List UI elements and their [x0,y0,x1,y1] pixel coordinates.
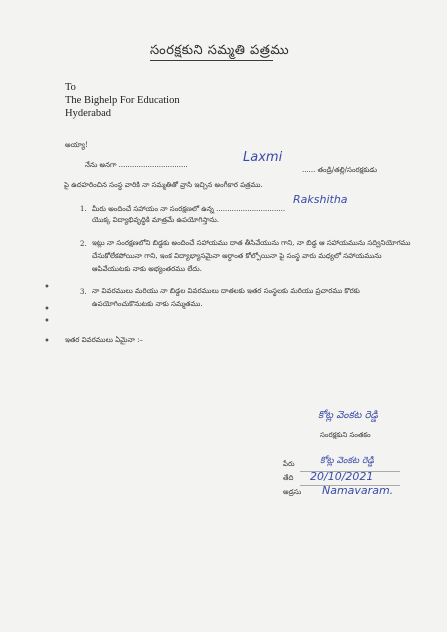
guardian-name-handwritten: Laxmi [243,150,283,165]
margin-mark: • [44,304,50,315]
margin-mark: • [44,316,50,327]
address-to: To [65,82,76,93]
address-org: The Bighelp For Education [65,95,180,106]
item-3-number: 3. [80,288,87,296]
field-address-label: అడ్రసు [283,488,302,496]
title-underline [150,60,273,61]
intro-line1-suffix: ...... తండ్రి/తల్లి/సంరక్షకుడు [302,166,377,174]
field-name-label: పేరు [283,460,295,468]
field-address-value: Namavaram. [322,484,394,497]
guardian-signature: కోట్ల వెంకట రెడ్డి [318,410,378,421]
student-name-handwritten: Rakshitha [293,193,348,206]
item-2-number: 2. [80,240,87,248]
field-date-label: తేది [283,474,294,482]
intro-line1-prefix: నేను అనగా ............................... [85,161,188,169]
item-1-number: 1. [80,205,87,213]
item-3-text: నా వివరములు మరియు నా బిడ్డల వివరములు దాతలకు ఇతర సంస్థలకు మరియు ప్రచారము కొరకు ఉపయోగించుకొనుటకు నాకు సమ్మతము. [92,287,360,308]
item-1-suffix: యొక్క విద్యాభివృద్ధికి మాత్రమే ఉపయోగిస్తాను. [92,216,220,224]
signature-caption: సంరక్షకుని సంతకం [320,431,371,439]
field-name-value: కోట్ల వెంకట రెడ్డి [320,456,374,466]
address-city: Hyderabad [65,108,112,119]
intro-line2: పై ఉదహరించిన సంస్థ వారికి నా సమ్మతితో వ్రాసి ఇచ్చిన అంగీకార పత్రము. [64,181,263,189]
item-1-prefix: మీరు అందించే సహాయం నా సంరక్షణలో ఉన్న ............................... [92,205,286,213]
margin-mark: • [44,336,50,347]
form-title: సంరక్షకుని సమ్మతి పత్రము [150,43,290,58]
margin-mark: • [44,282,50,293]
item-2-text: ఇట్లు నా సంరక్షణలోని బిడ్డకు అందించే సహాయము దాత తీసివేయును గాని, నా బిడ్డ ఆ సహాయమును సద్వినియోగము చేసుకోలేకపోయినా గాని, ఇంక విద్యాభ్యాసమైనా అర్ధాంత కోల్పోయినా పై సంస్థ వారు మధ్యలో సహాయమును ఆపివేయుటకు నాకు అభ్యంతరము లేదు. [92,239,411,273]
other-details-label: ఇతర వివరములు ఏమైనా :– [65,336,143,344]
field-date-value: 20/10/2021 [310,470,374,483]
salutation: అయ్యా! [65,141,88,149]
